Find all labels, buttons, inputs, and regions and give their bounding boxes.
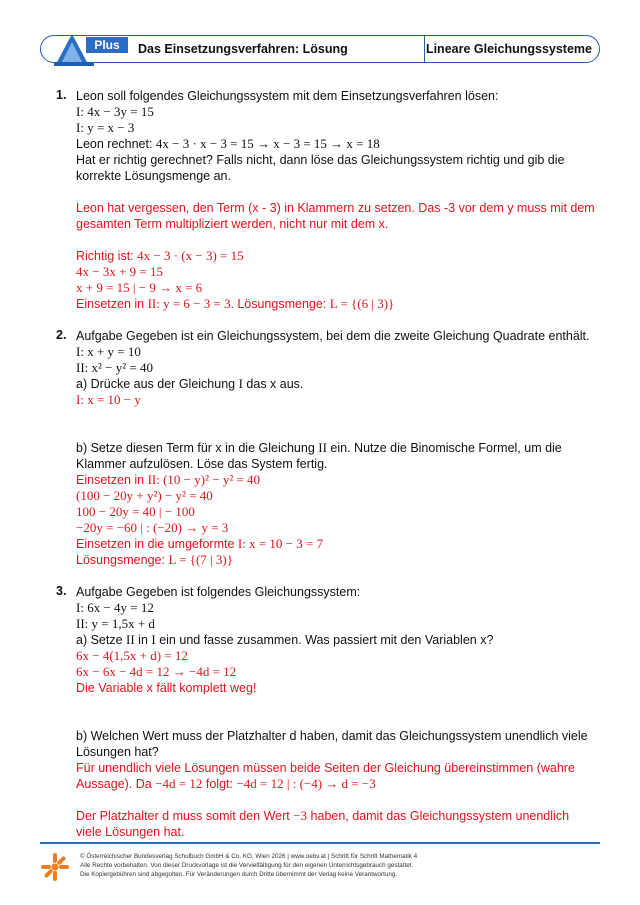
- leon-label: Leon rechnet:: [76, 137, 156, 151]
- subtask-b-question: b) Setze diesen Term für x in die Gleichung: [76, 441, 319, 455]
- solution-step-3: 100 − 20y = 40 | − 100: [76, 504, 195, 519]
- solution-set: L = {(6 | 3)}: [329, 296, 395, 311]
- task-intro: Aufgabe Gegeben ist folgendes Gleichungssystem:: [76, 585, 361, 599]
- conclusion-value: −3: [293, 808, 308, 823]
- subtask-b-question-end: ein. Nutze die Binomische Formel, um die Klammer aufzulösen. Löse das System fertig.: [76, 441, 566, 471]
- footer-divider: [40, 842, 600, 844]
- answer-explanation: Leon hat vergessen, den Term (x - 3) in Klammern zu setzen. Das -3 vor dem y muss mit dem gesamten Term multipliziert werden, nicht nur mit dem x.: [76, 201, 599, 231]
- answer-equation: −4d = 12 | : (−4) → d = −3: [236, 776, 376, 791]
- subtask-a-question: a) Drücke aus der Gleichung: [76, 377, 239, 391]
- footer-copyright: [80, 852, 600, 879]
- equation-2: II: x² − y² = 40: [76, 360, 153, 375]
- solution-step-2: 6x − 6x − 4d = 12 → −4d = 12: [76, 664, 237, 679]
- insert-label: Einsetzen in die umgeformte: [76, 537, 238, 551]
- subtask-a-answer: I: x = 10 − y: [76, 392, 141, 407]
- solution-label: Lösungsmenge:: [233, 297, 330, 311]
- equation-ref: I: [238, 376, 243, 391]
- task-number: 3.: [56, 584, 67, 598]
- subtask-b-answer: Für unendlich viele Lösungen müssen beide Seiten der Gleichung übereinstimmen (wahre Aussage). Da: [76, 761, 578, 791]
- logo-plus-label: Plus: [86, 37, 128, 53]
- equation-2: II: y = 1,5x + d: [76, 616, 155, 631]
- subtask-a-question-mid: in: [134, 633, 152, 647]
- leon-calculation: 4x − 3 · x − 3 = 15 → x − 3 = 15 → x = 18: [155, 136, 380, 151]
- correct-equation: 4x − 3 · (x − 3) = 15: [137, 248, 244, 263]
- task-question: Hat er richtig gerechnet? Falls nicht, dann löse das Gleichungssystem richtig und gib die korrekte Lösungsmenge an.: [76, 153, 568, 183]
- equation-2: I: y = x − 3: [76, 120, 135, 135]
- footer-line-2: Alle Rechte vorbehalten. Von dieser Druckvorlage ist die Vervielfältigung für den eigenen Unterrichtsgebrauch gestattet.: [80, 862, 414, 869]
- footer-line-3: Die Kopiergebühren sind abgegolten. Für Veränderungen durch Dritte übernimmt der Verlag keine Verantwortung.: [80, 871, 398, 878]
- answer-connector: folgt:: [202, 777, 237, 791]
- insert-equation: II: y = 6 − 3 = 3.: [147, 296, 234, 311]
- subtask-a-question-end: ein und fasse zusammen. Was passiert mit den Variablen x?: [155, 633, 494, 647]
- task-intro: Leon soll folgendes Gleichungssystem mit dem Einsetzungsverfahren lösen:: [76, 89, 499, 103]
- insert-equation: II: (10 − y)² − y² = 40: [147, 472, 261, 487]
- correct-label: Richtig ist:: [76, 249, 138, 263]
- solution-step-2: x + 9 = 15 | − 9 → x = 6: [76, 280, 203, 295]
- equation-1: I: 6x − 4y = 12: [76, 600, 154, 615]
- task-number: 1.: [56, 88, 67, 102]
- footer-line-1: © Österreichischer Bundesverlag Schulbuch GmbH & Co. KG, Wien 2026 | www.oebv.at | Schritt für Schritt Mathematik 4: [80, 853, 418, 860]
- task-3: [56, 584, 596, 840]
- insert-label: Einsetzen in: [76, 297, 148, 311]
- conclusion-text: Der Platzhalter d muss somit den Wert: [76, 809, 294, 823]
- solution-step-1: 6x − 4(1,5x + d) = 12: [76, 648, 188, 663]
- answer-equation: −4d = 12: [155, 776, 203, 791]
- insert-equation: I: x = 10 − 3 = 7: [237, 536, 324, 551]
- subtask-b-question: b) Welchen Wert muss der Platzhalter d haben, damit das Gleichungssystem unendlich viele Lösungen hat?: [76, 729, 592, 759]
- page-title: Das Einsetzungsverfahren: Lösung: [138, 42, 348, 56]
- task-1: [56, 88, 599, 312]
- task-2: [56, 328, 596, 568]
- equation-ref: II: [126, 632, 135, 647]
- equation-1: I: x + y = 10: [76, 344, 141, 359]
- equation-ref: II: [318, 440, 327, 455]
- page-topic: Lineare Gleichungssysteme: [425, 42, 592, 56]
- conclusion-text-end: haben, damit das Gleichungssystem unendlich viele Lösungen hat.: [76, 809, 573, 839]
- equation-1: I: 4x − 3y = 15: [76, 104, 154, 119]
- solution-step-2: (100 − 20y + y²) − y² = 40: [76, 488, 213, 503]
- subtask-a-question-end: das x aus.: [242, 377, 304, 391]
- publisher-star-icon: [40, 852, 70, 882]
- task-number: 2.: [56, 328, 67, 342]
- solution-step-4: −20y = −60 | : (−20) → y = 3: [76, 520, 229, 535]
- solution-step-1: 4x − 3x + 9 = 15: [76, 264, 163, 279]
- task-intro: Aufgabe Gegeben ist ein Gleichungssystem, bei dem die zweite Gleichung Quadrate enthält.: [76, 329, 590, 343]
- equation-ref: I: [151, 632, 156, 647]
- subtask-a-question: a) Setze: [76, 633, 127, 647]
- solution-label: Lösungsmenge:: [76, 553, 169, 567]
- subtask-a-answer: Die Variable x fällt komplett weg!: [76, 681, 257, 695]
- insert-label: Einsetzen in: [76, 473, 148, 487]
- worksheet-content: [56, 88, 599, 840]
- solution-set: L = {(7 | 3)}: [168, 552, 233, 567]
